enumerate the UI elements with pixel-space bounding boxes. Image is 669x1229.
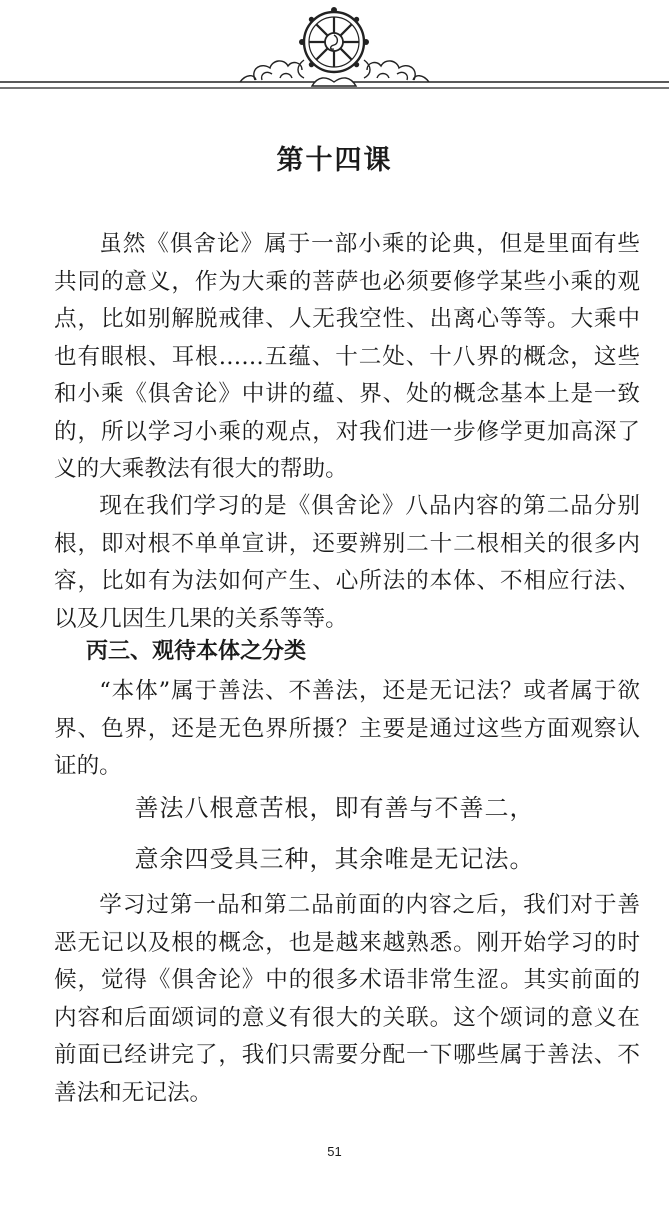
body-paragraph-1: 虽然《俱舍论》属于一部小乘的论典，但是里面有些共同的意义，作为大乘的菩萨也必须要修学某些小乘的观点，比如别解脱戒律、人无我空性、出离心等等。大乘中也有眼根、耳根……五蕴、十二处、十八界的概念，这些和小乘《俱舍论》中讲的蕴、界、处的概念基本上是一致的，所以学习小乘的观点，对我们进一步修学更加高深了义的大乘教法有很大的帮助。 — [54, 231, 640, 482]
verse-line-1: 善法八根意苦根，即有善与不善二， — [134, 794, 535, 822]
section-intro-paragraph: “本体”属于善法、不善法，还是无记法？或者属于欲界、色界，还是无色界所摄？主要是通过这些方面观察认证的。 — [54, 678, 640, 779]
section-heading: 丙三、观待本体之分类 — [86, 639, 307, 664]
header-ornament — [0, 0, 669, 100]
verse-line-2: 意余四受具三种，其余唯是无记法。 — [134, 845, 535, 873]
page-title: 第十四课 — [276, 145, 393, 176]
page-number: 51 — [327, 1144, 342, 1159]
dharma-wheel-icon — [0, 0, 669, 100]
closing-paragraph: 学习过第一品和第二品前面的内容之后，我们对于善恶无记以及根的概念，也是越来越熟悉。刚开始学习的时候，觉得《俱舍论》中的很多术语非常生涩。其实前面的内容和后面颂词的意义有很大的关联。这个颂词的意义在前面已经讲完了，我们只需要分配一下哪些属于善法、不善法和无记法。 — [54, 892, 640, 1106]
body-paragraph-2: 现在我们学习的是《俱舍论》八品内容的第二品分别根，即对根不单单宣讲，还要辨别二十二根相关的很多内容，比如有为法如何产生、心所法的本体、不相应行法、以及几因生几果的关系等等。 — [54, 493, 640, 632]
